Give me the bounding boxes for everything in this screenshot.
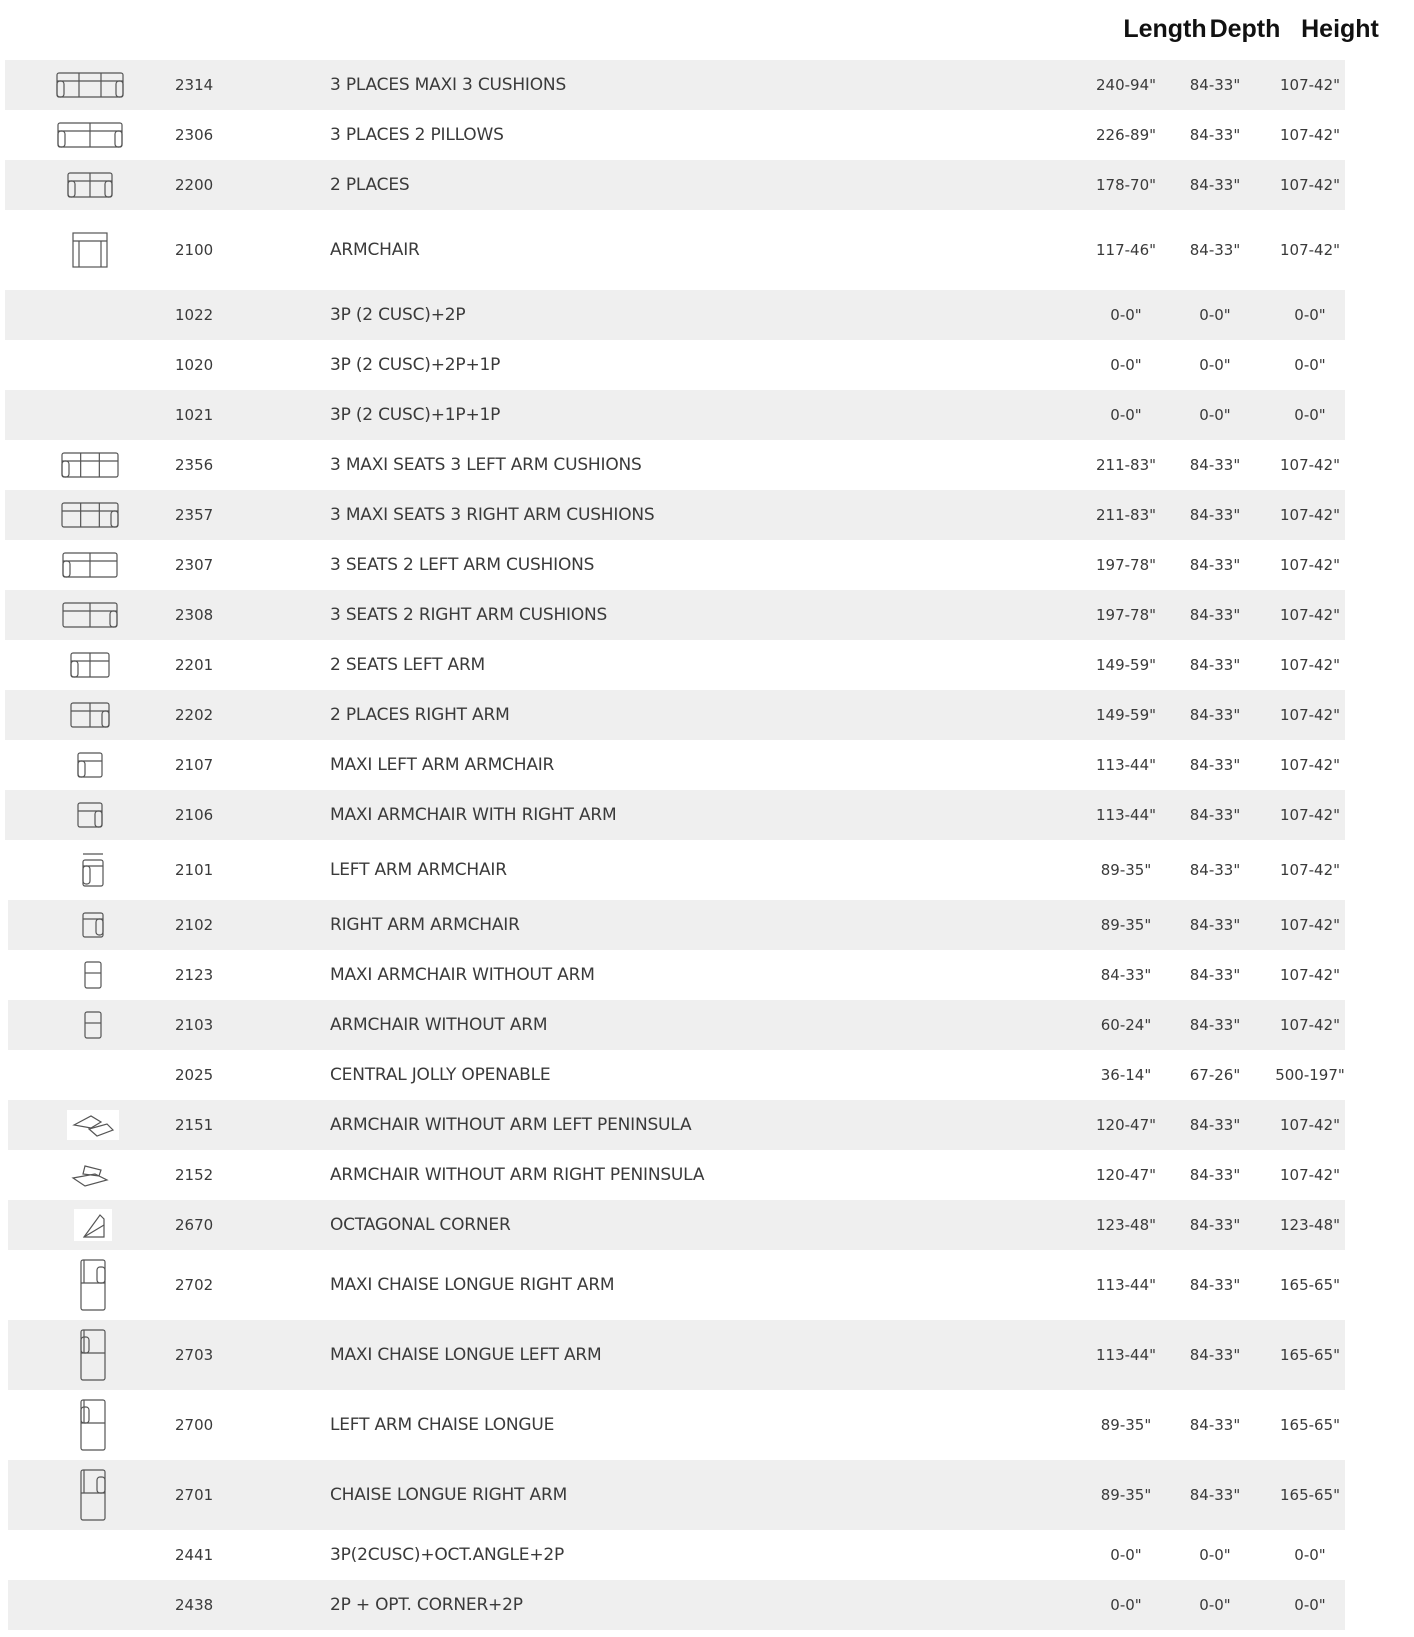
- product-code: 1020: [175, 356, 214, 374]
- armchair-no-arm-icon: [84, 1011, 102, 1039]
- height-value: 107-42": [1279, 1166, 1341, 1184]
- product-description: LEFT ARM ARMCHAIR: [330, 860, 507, 880]
- depth-value: 84-33": [1189, 706, 1241, 724]
- table-row: [8, 1460, 1345, 1530]
- table-row: [8, 1580, 1345, 1630]
- height-value: 107-42": [1279, 1016, 1341, 1034]
- product-code: 2102: [175, 916, 214, 934]
- table-row: [5, 210, 1345, 290]
- table-row: [5, 290, 1345, 340]
- maxi-left-arm-armchair-icon: [77, 752, 103, 778]
- height-value: 0-0": [1294, 356, 1326, 374]
- depth-value: 84-33": [1189, 1416, 1241, 1434]
- left-arm-armchair-icon: [81, 852, 105, 888]
- product-description: 3 MAXI SEATS 3 LEFT ARM CUSHIONS: [330, 455, 642, 475]
- table-row: [5, 590, 1345, 640]
- product-description: 3 SEATS 2 LEFT ARM CUSHIONS: [330, 555, 595, 575]
- length-value: 113-44": [1095, 1346, 1157, 1364]
- height-value: 107-42": [1279, 506, 1341, 524]
- product-description: RIGHT ARM ARMCHAIR: [330, 915, 520, 935]
- height-value: 107-42": [1279, 861, 1341, 879]
- sofa-3-maxi-3-cushions-icon: [56, 72, 124, 98]
- depth-value: 84-33": [1189, 1166, 1241, 1184]
- product-code: 2438: [175, 1596, 214, 1614]
- height-value: 165-65": [1279, 1416, 1341, 1434]
- product-code: 2307: [175, 556, 214, 574]
- chaise-left-arm-icon: [80, 1399, 106, 1451]
- table-row: [8, 1320, 1345, 1390]
- table-row: [5, 540, 1345, 590]
- depth-value: 84-33": [1189, 456, 1241, 474]
- length-value: 120-47": [1095, 1116, 1157, 1134]
- product-description: 3P (2 CUSC)+1P+1P: [330, 405, 501, 425]
- length-value: 123-48": [1095, 1216, 1157, 1234]
- product-description: 3P (2 CUSC)+2P: [330, 305, 466, 325]
- depth-value: 84-33": [1189, 556, 1241, 574]
- depth-value: 0-0": [1199, 1546, 1231, 1564]
- table-row: [5, 740, 1345, 790]
- product-code: 2025: [175, 1066, 214, 1084]
- table-row: [5, 640, 1345, 690]
- product-code: 2441: [175, 1546, 214, 1564]
- depth-value: 84-33": [1189, 1486, 1241, 1504]
- product-code: 2702: [175, 1276, 214, 1294]
- product-code: 2308: [175, 606, 214, 624]
- length-value: 120-47": [1095, 1166, 1157, 1184]
- depth-value: 84-33": [1189, 966, 1241, 984]
- table-row: [5, 440, 1345, 490]
- product-code: 2703: [175, 1346, 214, 1364]
- product-description: LEFT ARM CHAISE LONGUE: [330, 1415, 555, 1435]
- height-value: 107-42": [1279, 806, 1341, 824]
- product-description: CHAISE LONGUE RIGHT ARM: [330, 1485, 568, 1505]
- product-code: 2106: [175, 806, 214, 824]
- height-value: 107-42": [1279, 1116, 1341, 1134]
- header-depth: Depth: [1209, 15, 1281, 43]
- depth-value: 84-33": [1189, 806, 1241, 824]
- product-description: 3 MAXI SEATS 3 RIGHT ARM CUSHIONS: [330, 505, 655, 525]
- table-row: [8, 1050, 1345, 1100]
- right-peninsula-icon: [67, 1160, 119, 1190]
- length-value: 117-46": [1095, 241, 1157, 259]
- product-code: 2200: [175, 176, 214, 194]
- product-description: 2 PLACES: [330, 175, 410, 195]
- product-description: OCTAGONAL CORNER: [330, 1215, 511, 1235]
- length-value: 60-24": [1100, 1016, 1152, 1034]
- sofa-3-places-2-pillows-icon: [57, 122, 123, 148]
- height-value: 107-42": [1279, 556, 1341, 574]
- octagonal-corner-icon: [74, 1209, 112, 1241]
- product-code: 2101: [175, 861, 214, 879]
- header-height: Height: [1301, 15, 1379, 43]
- product-description: ARMCHAIR: [330, 240, 420, 260]
- product-code: 2356: [175, 456, 214, 474]
- length-value: 113-44": [1095, 806, 1157, 824]
- height-value: 107-42": [1279, 966, 1341, 984]
- maxi-right-arm-armchair-icon: [77, 802, 103, 828]
- armchair-icon: [72, 232, 108, 268]
- table-row: [8, 840, 1345, 900]
- product-code: 2700: [175, 1416, 214, 1434]
- length-value: 84-33": [1100, 966, 1152, 984]
- table-row: [5, 340, 1345, 390]
- depth-value: 84-33": [1189, 1116, 1241, 1134]
- product-code: 2152: [175, 1166, 214, 1184]
- product-description: MAXI LEFT ARM ARMCHAIR: [330, 755, 555, 775]
- length-value: 89-35": [1100, 916, 1152, 934]
- height-value: 165-65": [1279, 1486, 1341, 1504]
- depth-value: 0-0": [1199, 306, 1231, 324]
- depth-value: 0-0": [1199, 1596, 1231, 1614]
- height-value: 107-42": [1279, 706, 1341, 724]
- product-description: 3 PLACES MAXI 3 CUSHIONS: [330, 75, 567, 95]
- table-row: [5, 110, 1345, 160]
- table-row: [8, 1530, 1345, 1580]
- product-code: 2314: [175, 76, 214, 94]
- depth-value: 84-33": [1189, 606, 1241, 624]
- product-description: 3 SEATS 2 RIGHT ARM CUSHIONS: [330, 605, 608, 625]
- height-value: 107-42": [1279, 76, 1341, 94]
- length-value: 113-44": [1095, 1276, 1157, 1294]
- product-description: MAXI ARMCHAIR WITHOUT ARM: [330, 965, 595, 985]
- sofa-3-seats-right-arm-icon: [62, 602, 118, 628]
- height-value: 107-42": [1279, 456, 1341, 474]
- height-value: 123-48": [1279, 1216, 1341, 1234]
- product-code: 2100: [175, 241, 214, 259]
- length-value: 197-78": [1095, 606, 1157, 624]
- length-value: 0-0": [1110, 1546, 1142, 1564]
- table-row: [5, 390, 1345, 440]
- product-description: 3P(2CUSC)+OCT.ANGLE+2P: [330, 1545, 565, 1565]
- depth-value: 84-33": [1189, 126, 1241, 144]
- height-value: 107-42": [1279, 126, 1341, 144]
- sofa-3-seats-left-arm-icon: [62, 552, 118, 578]
- length-value: 113-44": [1095, 756, 1157, 774]
- chaise-maxi-right-arm-icon: [80, 1259, 106, 1311]
- depth-value: 84-33": [1189, 1016, 1241, 1034]
- depth-value: 67-26": [1189, 1066, 1241, 1084]
- product-description: 2 PLACES RIGHT ARM: [330, 705, 510, 725]
- height-value: 165-65": [1279, 1276, 1341, 1294]
- depth-value: 84-33": [1189, 916, 1241, 934]
- product-code: 2103: [175, 1016, 214, 1034]
- depth-value: 0-0": [1199, 356, 1231, 374]
- length-value: 197-78": [1095, 556, 1157, 574]
- length-value: 89-35": [1100, 1486, 1152, 1504]
- product-code: 2151: [175, 1116, 214, 1134]
- product-code: 2306: [175, 126, 214, 144]
- chaise-maxi-left-arm-icon: [80, 1329, 106, 1381]
- depth-value: 0-0": [1199, 406, 1231, 424]
- depth-value: 84-33": [1189, 176, 1241, 194]
- height-value: 165-65": [1279, 1346, 1341, 1364]
- table-row: [5, 490, 1345, 540]
- sofa-2-places-right-arm-icon: [70, 702, 110, 728]
- length-value: 178-70": [1095, 176, 1157, 194]
- depth-value: 84-33": [1189, 1276, 1241, 1294]
- height-value: 107-42": [1279, 176, 1341, 194]
- header-length: Length: [1123, 15, 1207, 43]
- table-row: [8, 1250, 1345, 1320]
- maxi-armchair-no-arm-icon: [84, 961, 102, 989]
- product-description: MAXI CHAISE LONGUE LEFT ARM: [330, 1345, 602, 1365]
- product-code: 2123: [175, 966, 214, 984]
- product-description: ARMCHAIR WITHOUT ARM: [330, 1015, 548, 1035]
- sofa-2-places-icon: [67, 172, 113, 198]
- depth-value: 84-33": [1189, 656, 1241, 674]
- length-value: 89-35": [1100, 1416, 1152, 1434]
- product-description: ARMCHAIR WITHOUT ARM LEFT PENINSULA: [330, 1115, 692, 1135]
- depth-value: 84-33": [1189, 1346, 1241, 1364]
- height-value: 107-42": [1279, 606, 1341, 624]
- left-peninsula-icon: [67, 1110, 119, 1140]
- depth-value: 84-33": [1189, 506, 1241, 524]
- product-description: 3P (2 CUSC)+2P+1P: [330, 355, 501, 375]
- depth-value: 84-33": [1189, 76, 1241, 94]
- product-description: MAXI CHAISE LONGUE RIGHT ARM: [330, 1275, 615, 1295]
- length-value: 0-0": [1110, 356, 1142, 374]
- product-description: CENTRAL JOLLY OPENABLE: [330, 1065, 551, 1085]
- product-description: 2 SEATS LEFT ARM: [330, 655, 486, 675]
- length-value: 89-35": [1100, 861, 1152, 879]
- length-value: 226-89": [1095, 126, 1157, 144]
- length-value: 211-83": [1095, 506, 1157, 524]
- product-code: 2107: [175, 756, 214, 774]
- length-value: 240-94": [1095, 76, 1157, 94]
- product-code: 2670: [175, 1216, 214, 1234]
- length-value: 36-14": [1100, 1066, 1152, 1084]
- depth-value: 84-33": [1189, 861, 1241, 879]
- length-value: 149-59": [1095, 656, 1157, 674]
- product-code: 1022: [175, 306, 214, 324]
- length-value: 0-0": [1110, 306, 1142, 324]
- depth-value: 84-33": [1189, 241, 1241, 259]
- chaise-right-arm-icon: [80, 1469, 106, 1521]
- table-row: [5, 690, 1345, 740]
- depth-value: 84-33": [1189, 756, 1241, 774]
- product-description: MAXI ARMCHAIR WITH RIGHT ARM: [330, 805, 617, 825]
- height-value: 107-42": [1279, 656, 1341, 674]
- table-row: [8, 1000, 1345, 1050]
- height-value: 0-0": [1294, 1596, 1326, 1614]
- product-description: 2P + OPT. CORNER+2P: [330, 1595, 523, 1615]
- length-value: 0-0": [1110, 1596, 1142, 1614]
- product-description: 3 PLACES 2 PILLOWS: [330, 125, 504, 145]
- height-value: 0-0": [1294, 1546, 1326, 1564]
- depth-value: 84-33": [1189, 1216, 1241, 1234]
- table-row: [5, 790, 1345, 840]
- table-row: [8, 1390, 1345, 1460]
- product-description: ARMCHAIR WITHOUT ARM RIGHT PENINSULA: [330, 1165, 705, 1185]
- length-value: 211-83": [1095, 456, 1157, 474]
- length-value: 149-59": [1095, 706, 1157, 724]
- sofa-2-seats-left-arm-icon: [70, 652, 110, 678]
- length-value: 0-0": [1110, 406, 1142, 424]
- product-code: 2357: [175, 506, 214, 524]
- table-row: [8, 1150, 1345, 1200]
- sofa-3-maxi-left-arm-icon: [61, 452, 119, 478]
- table-row: [8, 1100, 1345, 1150]
- table-row: [5, 60, 1345, 110]
- product-code: 2701: [175, 1486, 214, 1504]
- height-value: 500-197": [1275, 1066, 1345, 1084]
- height-value: 107-42": [1279, 241, 1341, 259]
- right-arm-armchair-icon: [81, 911, 105, 939]
- product-code: 2202: [175, 706, 214, 724]
- table-row: [8, 1200, 1345, 1250]
- height-value: 107-42": [1279, 916, 1341, 934]
- table-row: [8, 900, 1345, 950]
- height-value: 0-0": [1294, 306, 1326, 324]
- table-row: [5, 160, 1345, 210]
- table-row: [8, 950, 1345, 1000]
- sofa-3-maxi-right-arm-icon: [61, 502, 119, 528]
- height-value: 0-0": [1294, 406, 1326, 424]
- product-code: 1021: [175, 406, 214, 424]
- height-value: 107-42": [1279, 756, 1341, 774]
- product-code: 2201: [175, 656, 214, 674]
